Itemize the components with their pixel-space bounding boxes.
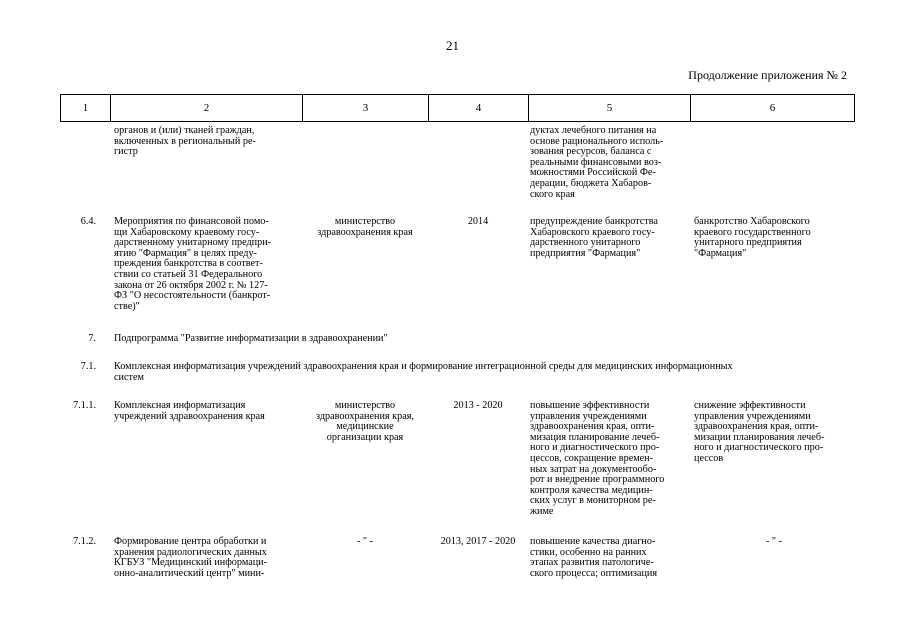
header-col-5: 5 xyxy=(529,95,691,121)
table-header xyxy=(60,94,855,122)
term-cell: 2013, 2017 - 2020 xyxy=(440,536,516,547)
measure-cell: органов и (или) тканей граждан, включенных в региональный ре- гистр xyxy=(114,125,256,158)
row-number: 7.1.2. xyxy=(73,536,96,547)
consequence-cell: - " - xyxy=(765,536,783,547)
measure-cell: Комплексная информатизация учреждений здравоохранения края xyxy=(114,400,265,422)
header-col-1: 1 xyxy=(61,95,111,121)
row-number: 7.1.1. xyxy=(73,400,96,411)
consequence-cell: снижение эффективности управления учреждениями здравоохранения края, опти- мизации планирования лечеб- ного и диагностического про- цессов xyxy=(694,400,825,464)
result-cell: повышение качества диагно- стики, особенно на ранних этапах развития патологиче- ского процесса; оптимизация xyxy=(530,536,658,579)
term-cell: 2014 xyxy=(467,216,489,227)
section-title: Комплексная информатизация учреждений здравоохранения края и формирование интеграционной среды для медицинских информационных систем xyxy=(114,361,733,383)
row-number: 7. xyxy=(88,333,96,344)
row-number: 6.4. xyxy=(80,216,96,227)
header-col-4: 4 xyxy=(429,95,529,121)
executor-cell: - " - xyxy=(356,536,374,547)
row-number: 7.1. xyxy=(80,361,96,372)
executor-cell: министерство здравоохранения края, медицинские организации края xyxy=(316,400,414,443)
continuation-title: Продолжение приложения № 2 xyxy=(688,68,847,82)
page-number: 21 xyxy=(446,38,459,53)
term-cell: 2013 - 2020 xyxy=(453,400,503,411)
result-cell: дуктах лечебного питания на основе рационального исполь- зования ресурсов, баланса с реальными финансовыми воз- можностями Российской Фе- дерации, бюджета Хабаров- ского края xyxy=(530,125,664,200)
header-col-3: 3 xyxy=(303,95,429,121)
result-cell: предупреждение банкротства Хабаровского краевого госу- дарственного унитарного предприятия "Фармация" xyxy=(530,216,658,259)
executor-cell: министерство здравоохранения края xyxy=(317,216,413,238)
header-col-2: 2 xyxy=(111,95,303,121)
consequence-cell: банкротство Хабаровского краевого государственного унитарного предприятия "Фармация" xyxy=(694,216,811,259)
measure-cell: Формирование центра обработки и хранения радиологических данных КГБУЗ "Медицинский информаци- онно-аналитический центр" мини- xyxy=(114,536,268,579)
measure-cell: Мероприятия по финансовой помо- щи Хабаровскому краевому госу- дарственному унитарному предпри- ятию "Фармация" в целях преду- преждения банкротства в соответ- ствии со статьей 31 Федерального закона от 26 октября 2002 г. № 127- ФЗ "О несостоятельности (банкрот- стве)" xyxy=(114,216,272,312)
subprogram-title: Подпрограмма "Развитие информатизации в здравоохранении" xyxy=(114,333,388,344)
result-cell: повышение эффективности управления учреждениями здравоохранения края, опти- мизация планирование лечеб- ного и диагностического про- цессов, сокращение времен- ных затрат на документообо- рот и внедрение программного контроля качества медицин- ских услуг в мониторном ре- жиме xyxy=(530,400,665,517)
header-col-6: 6 xyxy=(769,102,776,114)
